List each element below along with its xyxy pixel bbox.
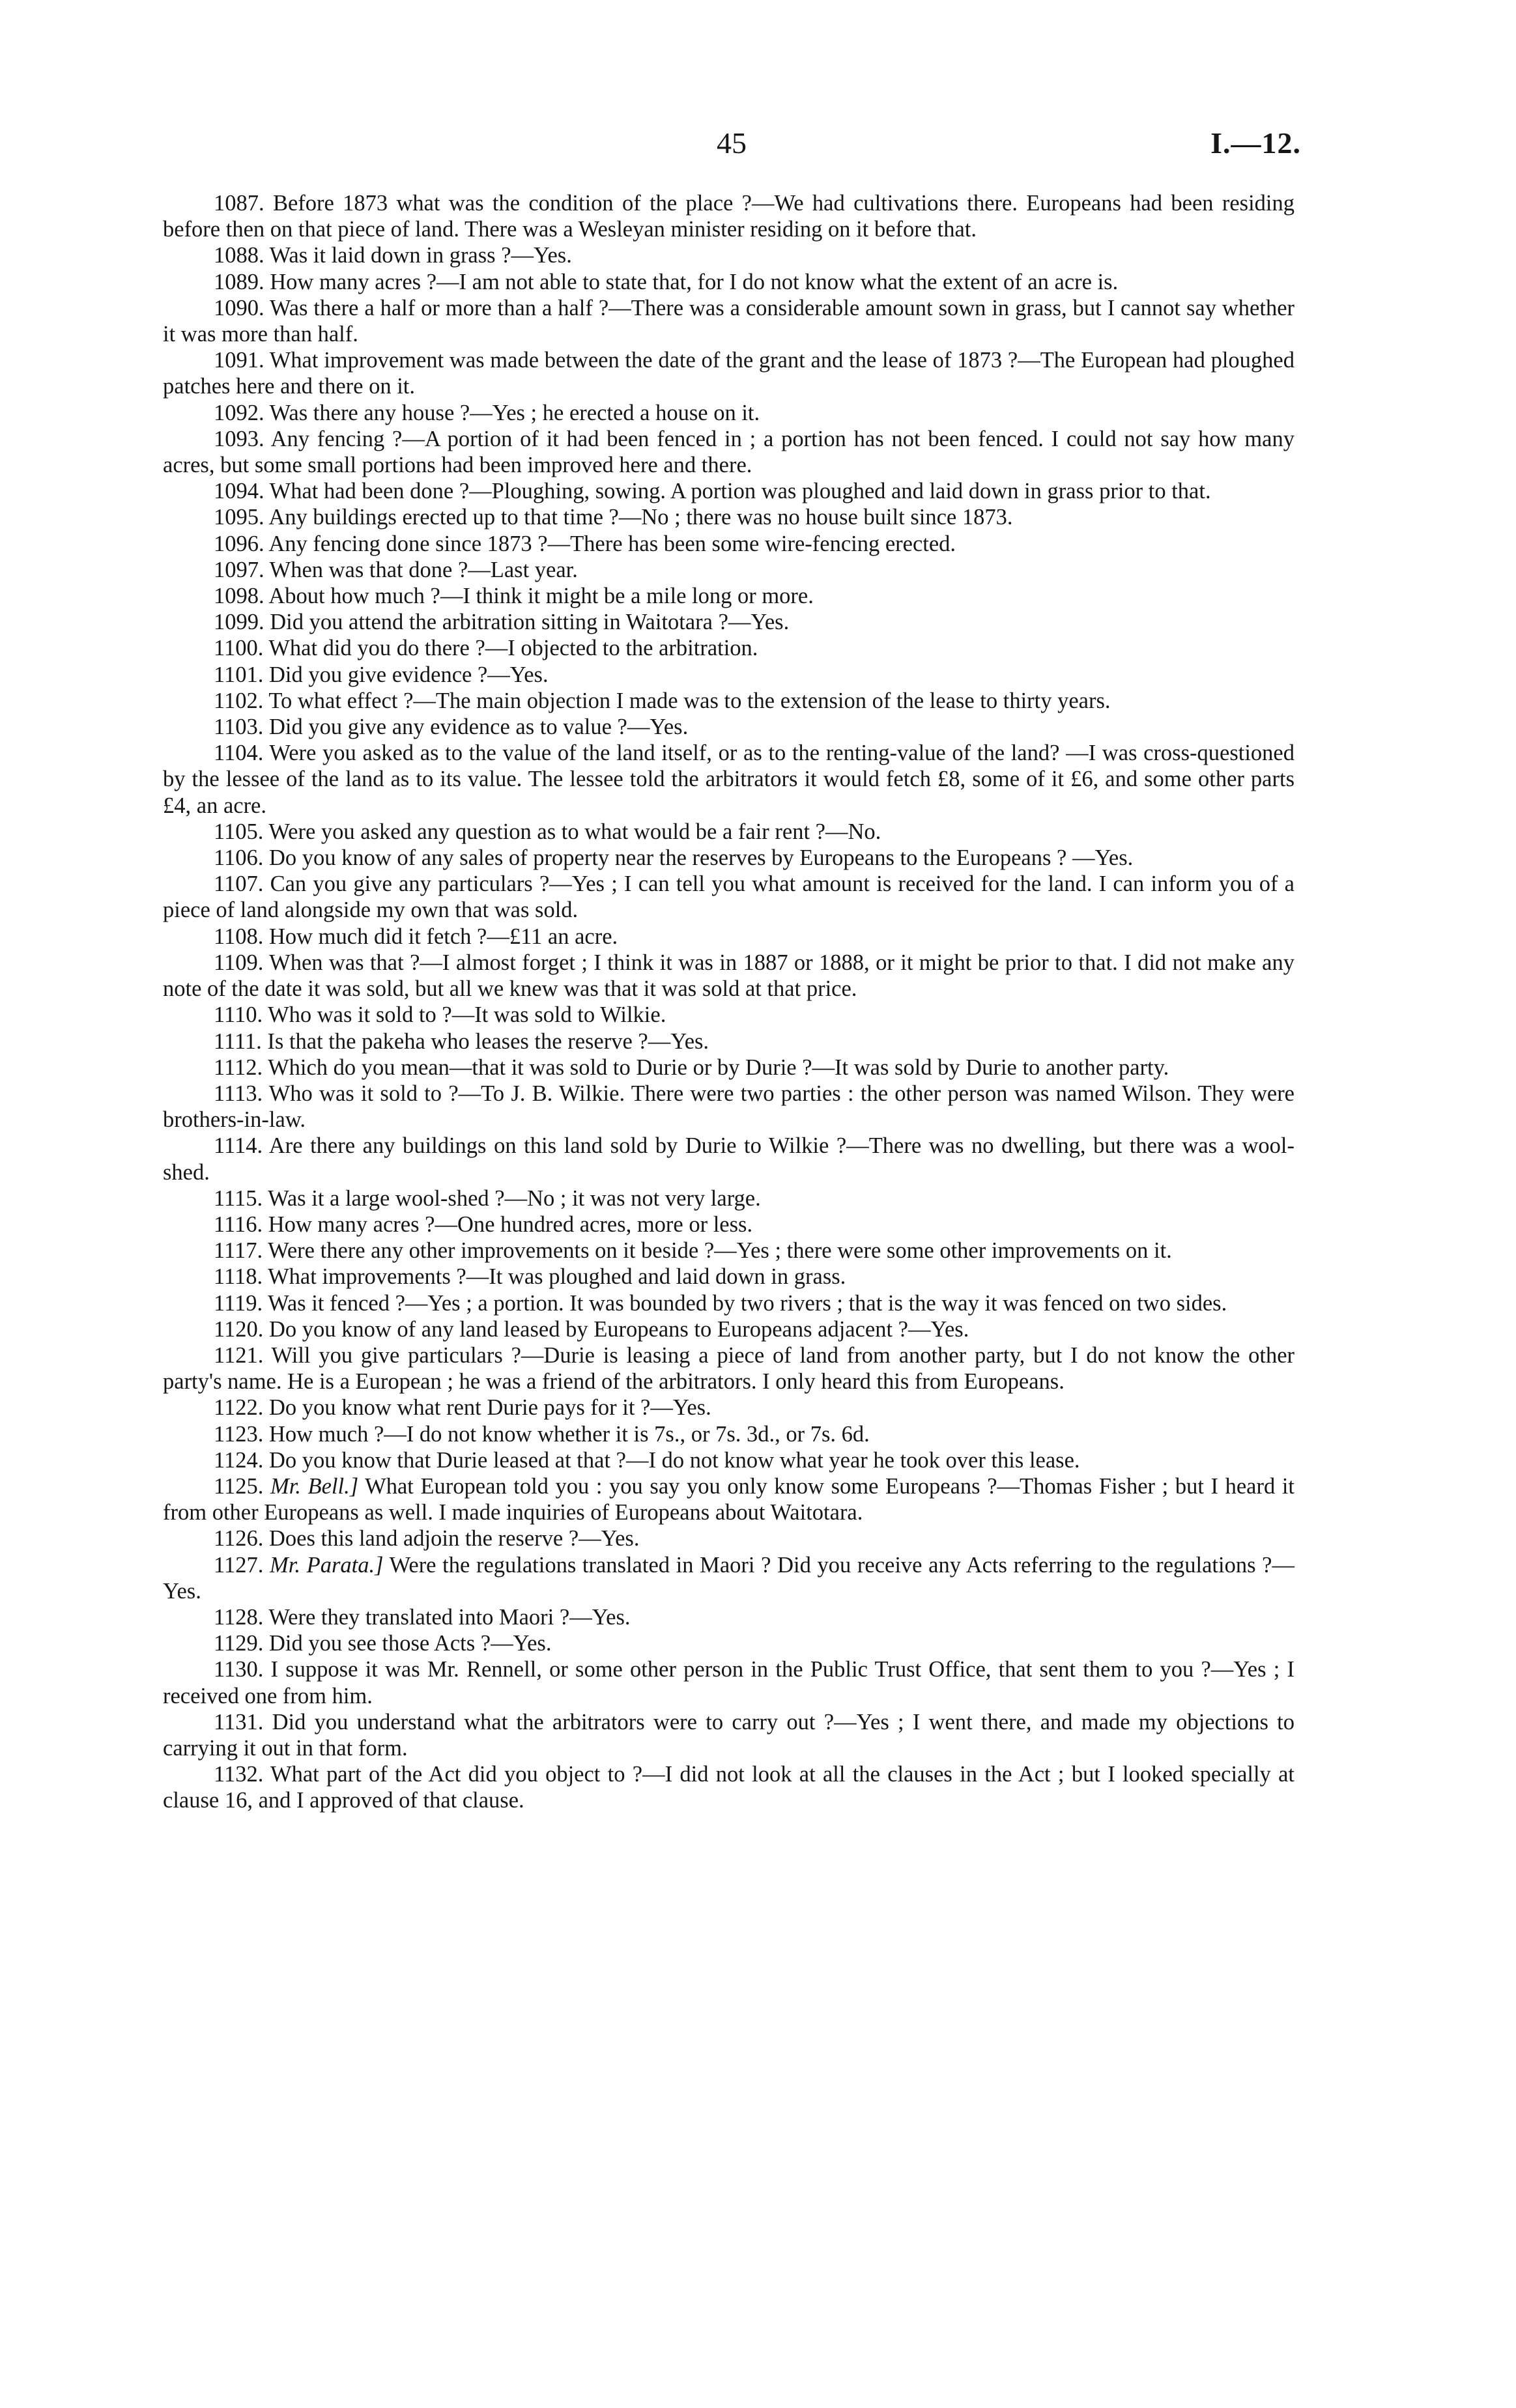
- entry-text: Were the regulations translated in Maori ? Did you receive any Acts referring to the regulations ?—Yes.: [163, 1552, 1294, 1604]
- testimony-entry: [163, 950, 1294, 1002]
- testimony-entry: [163, 269, 1294, 295]
- testimony-entry: [163, 740, 1294, 819]
- page-header: [0, 124, 1516, 169]
- entry-text: 1131. Did you understand what the arbitrators were to carry out ?—Yes ; I went there, and made my objections to carrying it out in that form.: [163, 1709, 1294, 1761]
- testimony-entry: [163, 1081, 1294, 1133]
- testimony-entry: [163, 504, 1294, 530]
- entry-text: 1087. Before 1873 what was the condition of the place ?—We had cultivations there. Europeans had been residing before then on that piece of land. There was a Wesleyan minister residing on it before that.: [163, 191, 1294, 242]
- testimony-entry: [163, 1395, 1294, 1421]
- entry-text: 1089. How many acres ?—I am not able to state that, for I do not know what the extent of an acre is.: [214, 269, 1119, 294]
- entry-text: 1108. How much did it fetch ?—£11 an acre.: [214, 924, 618, 949]
- entry-text: 1120. Do you know of any land leased by Europeans to Europeans adjacent ?—Yes.: [214, 1316, 969, 1342]
- testimony-entry: [163, 1055, 1294, 1081]
- entry-text: 1110. Who was it sold to ?—It was sold to Wilkie.: [214, 1002, 666, 1028]
- testimony-entry: [163, 1421, 1294, 1447]
- testimony-entry: [163, 1211, 1294, 1238]
- testimony-entry: [163, 583, 1294, 609]
- testimony-entry: [163, 531, 1294, 557]
- entry-text: 1100. What did you do there ?—I objected to the arbitration.: [214, 636, 758, 661]
- entry-text: 1088. Was it laid down in grass ?—Yes.: [214, 243, 572, 268]
- testimony-entry: [163, 819, 1294, 845]
- entry-text: 1106. Do you know of any sales of property near the reserves by Europeans to the Europeans ? —Yes.: [214, 845, 1134, 871]
- testimony-entry: [163, 1342, 1294, 1395]
- entry-text: 1119. Was it fenced ?—Yes ; a portion. It was bounded by two rivers ; that is the way it was fenced on two sides.: [214, 1290, 1227, 1316]
- entry-text: 1132. What part of the Act did you object to ?—I did not look at all the clauses in the Act ; but I looked specially at clause 16, and I approved of that clause.: [163, 1762, 1294, 1813]
- testimony-entry: [163, 662, 1294, 688]
- entry-text: 1090. Was there a half or more than a half ?—There was a considerable amount sown in grass, but I cannot say whether it was more than half.: [163, 295, 1294, 347]
- entry-text: 1091. What improvement was made between the date of the grant and the lease of 1873 ?—The European had ploughed patches here and there on it.: [163, 348, 1294, 399]
- page-number: 45: [717, 126, 747, 160]
- entry-text: 1113. Who was it sold to ?—To J. B. Wilkie. There were two parties : the other person was named Wilson. They were brothers-in-law.: [163, 1081, 1294, 1133]
- entry-text: 1121. Will you give particulars ?—Durie is leasing a piece of land from another party, but I do not know the other party's name. He is a European ; he was a friend of the arbitrators. I only heard this from Europeans.: [163, 1342, 1294, 1395]
- testimony-entry: [163, 1316, 1294, 1342]
- testimony-entry: [163, 190, 1294, 242]
- entry-text: 1114. Are there any buildings on this land sold by Durie to Wilkie ?—There was no dwelling, but there was a wool-shed.: [163, 1133, 1294, 1185]
- entry-text: 1104. Were you asked as to the value of the land itself, or as to the renting-value of the land? —I was cross-questioned by the lessee of the land as to its value. The lessee told the arbitrators it would fetch £8, some of it £6, and some other parts £4, an acre.: [163, 741, 1294, 818]
- testimony-entry: [163, 347, 1294, 399]
- testimony-entry: [163, 635, 1294, 661]
- entry-text: 1098. About how much ?—I think it might be a mile long or more.: [214, 584, 814, 609]
- testimony-body: [163, 190, 1294, 1814]
- testimony-entry: [163, 1290, 1294, 1316]
- testimony-entry: [163, 242, 1294, 268]
- entry-text: 1130. I suppose it was Mr. Rennell, or some other person in the Public Trust Office, that sent them to you ?—Yes ; I received one from him.: [163, 1657, 1294, 1708]
- entry-text: 1129. Did you see those Acts ?—Yes.: [214, 1631, 552, 1656]
- entry-text: 1126. Does this land adjoin the reserve ?—Yes.: [214, 1526, 640, 1551]
- testimony-entry: [163, 1447, 1294, 1473]
- testimony-entry: [163, 1604, 1294, 1630]
- entry-text: 1128. Were they translated into Maori ?—Yes.: [214, 1604, 631, 1630]
- testimony-entry: [163, 871, 1294, 923]
- entry-text: 1099. Did you attend the arbitration sitting in Waitotara ?—Yes.: [214, 610, 790, 635]
- testimony-entry: [163, 924, 1294, 950]
- entry-text: 1105. Were you asked any question as to what would be a fair rent ?—No.: [214, 819, 881, 844]
- testimony-entry: [163, 400, 1294, 426]
- testimony-entry: [163, 1656, 1294, 1708]
- entry-text: 1102. To what effect ?—The main objection I made was to the extension of the lease to thirty years.: [214, 688, 1111, 713]
- entry-text: 1092. Was there any house ?—Yes ; he erected a house on it.: [214, 400, 760, 425]
- entry-text: 1094. What had been done ?—Ploughing, sowing. A portion was ploughed and laid down in grass prior to that.: [214, 479, 1211, 504]
- speaker-label: Mr. Parata.]: [270, 1552, 384, 1578]
- entry-text: 1097. When was that done ?—Last year.: [214, 557, 578, 582]
- entry-text: 1118. What improvements ?—It was ploughed and laid down in grass.: [214, 1264, 846, 1290]
- testimony-entry: [163, 714, 1294, 740]
- entry-text: 1122. Do you know what rent Durie pays for it ?—Yes.: [214, 1395, 711, 1421]
- entry-text: What European told you : you say you only know some Europeans ?—Thomas Fisher ; but I heard it from other Europeans as well. I made inquiries of Europeans about Waitotara.: [163, 1473, 1294, 1525]
- entry-text: 1115. Was it a large wool-shed ?—No ; it was not very large.: [214, 1185, 761, 1211]
- entry-number: 1125.: [214, 1473, 264, 1499]
- speaker-label: Mr. Bell.]: [270, 1473, 359, 1499]
- entry-text: 1107. Can you give any particulars ?—Yes ; I can tell you what amount is received for the land. I can inform you of a piece of land alongside my own that was sold.: [163, 871, 1294, 923]
- entry-text: 1096. Any fencing done since 1873 ?—There has been some wire-fencing erected.: [214, 531, 956, 556]
- testimony-entry: [163, 1552, 1294, 1604]
- testimony-entry: [163, 1185, 1294, 1211]
- entry-text: 1093. Any fencing ?—A portion of it had been fenced in ; a portion has not been fenced. I could not say how many acres, but some small portions had been improved here and there.: [163, 426, 1294, 478]
- entry-text: 1111. Is that the pakeha who leases the reserve ?—Yes.: [214, 1028, 709, 1054]
- testimony-entry: [163, 845, 1294, 871]
- entry-text: 1112. Which do you mean—that it was sold to Durie or by Durie ?—It was sold by Durie to another party.: [214, 1055, 1169, 1080]
- testimony-entry: [163, 426, 1294, 478]
- testimony-entry: [163, 1473, 1294, 1525]
- testimony-entry: [163, 1709, 1294, 1761]
- testimony-entry: [163, 1133, 1294, 1185]
- entry-number: 1127.: [214, 1552, 264, 1578]
- testimony-entry: [163, 1761, 1294, 1813]
- entry-text: 1117. Were there any other improvements on it beside ?—Yes ; there were some other improvements on it.: [214, 1238, 1172, 1264]
- testimony-entry: [163, 295, 1294, 347]
- testimony-entry: [163, 1525, 1294, 1551]
- testimony-entry: [163, 688, 1294, 714]
- testimony-entry: [163, 1264, 1294, 1290]
- entry-text: 1101. Did you give evidence ?—Yes.: [214, 662, 549, 687]
- testimony-entry: [163, 557, 1294, 583]
- entry-text: 1124. Do you know that Durie leased at that ?—I do not know what year he took over this lease.: [214, 1447, 1080, 1473]
- entry-text: 1103. Did you give any evidence as to value ?—Yes.: [214, 715, 689, 740]
- entry-text: 1109. When was that ?—I almost forget ; I think it was in 1887 or 1888, or it might be prior to that. I did not make any note of the date it was sold, but all we knew was that it was sold at that price.: [163, 950, 1294, 1002]
- testimony-entry: [163, 1002, 1294, 1028]
- document-reference: I.—12.: [1210, 126, 1301, 160]
- entry-text: 1123. How much ?—I do not know whether it is 7s., or 7s. 3d., or 7s. 6d.: [214, 1421, 870, 1447]
- testimony-entry: [163, 1238, 1294, 1264]
- testimony-entry: [163, 1028, 1294, 1055]
- entry-text: 1095. Any buildings erected up to that time ?—No ; there was no house built since 1873.: [214, 505, 1013, 530]
- testimony-entry: [163, 478, 1294, 504]
- testimony-entry: [163, 609, 1294, 635]
- testimony-entry: [163, 1630, 1294, 1656]
- entry-text: 1116. How many acres ?—One hundred acres, more or less.: [214, 1211, 753, 1237]
